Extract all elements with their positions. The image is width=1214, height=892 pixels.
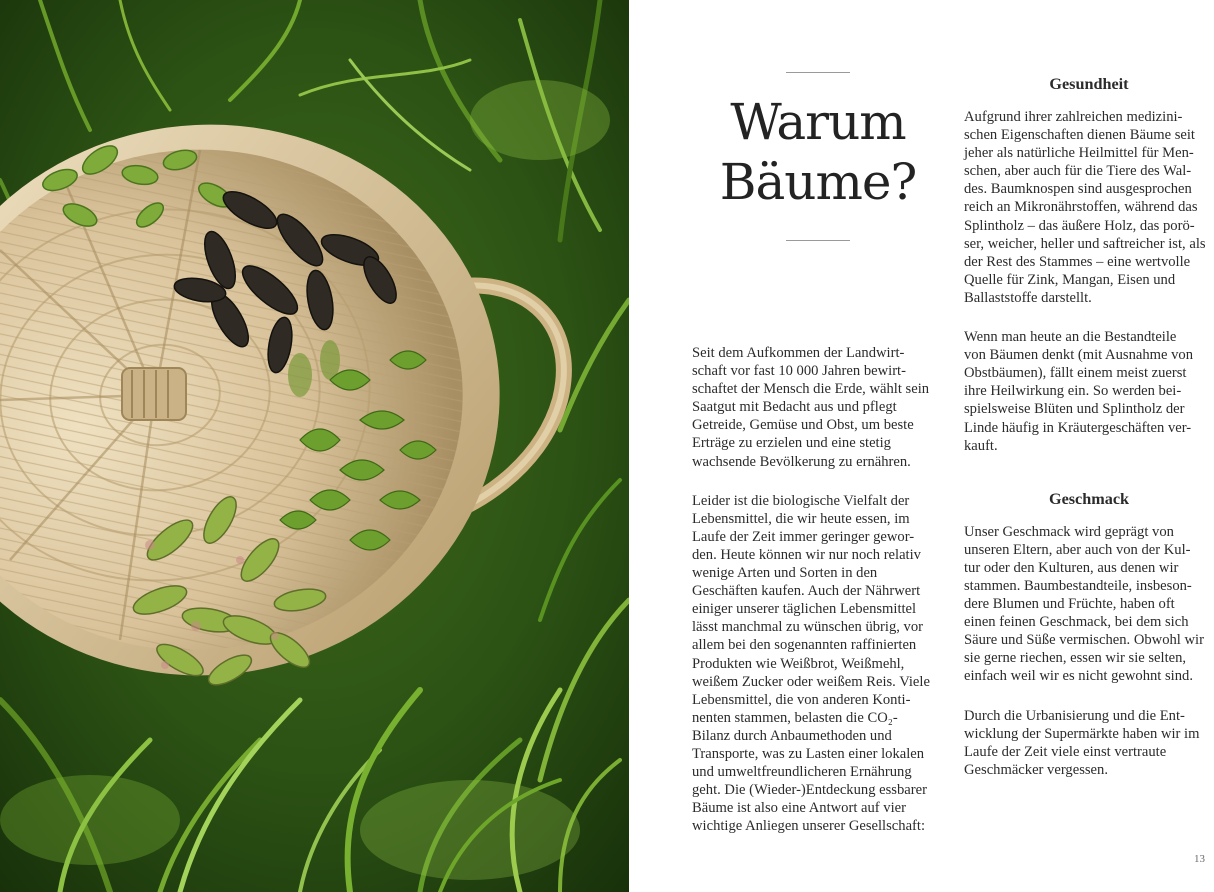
text-line: Getreide, Gemüse und Obst, um beste	[692, 417, 914, 434]
text-line: jeher als natürliche Heilmittel für Men-	[964, 145, 1194, 162]
text-line: der Rest des Stammes – eine wertvolle	[964, 253, 1191, 270]
text-line: Säure und Süße vermischen. Obwohl wir	[964, 632, 1204, 649]
text-line: schaft vor fast 10 000 Jahren bewirt-	[692, 363, 906, 380]
text-line: kauft.	[964, 437, 998, 454]
text-line: Produkten wie Weißbrot, Weißmehl,	[692, 655, 905, 672]
text-line: weißem Zucker oder weißem Reis. Viele	[692, 673, 930, 690]
text-line: sie gerne riechen, essen wir sie selten,	[964, 650, 1187, 667]
text-line: wichtige Anliegen unserer Gesellschaft:	[692, 818, 926, 835]
title-rule-bottom	[786, 240, 850, 241]
taste-paragraph-2	[964, 707, 1214, 779]
text-line: Unser Geschmack wird geprägt von	[964, 523, 1174, 540]
page-number: 13	[1194, 853, 1205, 865]
health-heading: Gesundheit	[1049, 75, 1129, 93]
text-line: Obstbäumen), fällt einem meist zuerst	[964, 365, 1187, 382]
intro-paragraph-2	[692, 492, 944, 836]
text-line: Erträge zu erzielen und eine stetig	[692, 435, 891, 452]
text-line: schen Eigenschaften dienen Bäume seit	[964, 127, 1195, 144]
text-line: einfach weil wir es nicht gewohnt sind.	[964, 668, 1193, 685]
text-line: Geschäften kaufen. Auch der Nährwert	[692, 583, 921, 600]
text-line: des. Baumknospen sind ausgesprochen	[964, 181, 1192, 198]
health-paragraph-1	[964, 108, 1214, 307]
text-line: wachsende Bevölkerung zu ernähren.	[692, 453, 911, 470]
text-line: spielsweise Blüten und Splintholz der	[964, 401, 1185, 418]
text-line: nenten stammen, belasten die CO₂-	[692, 709, 898, 726]
text-line: und umweltfreundlicheren Ernährung	[692, 764, 912, 781]
text-line: Splintholz – das äußere Holz, das porö-	[964, 217, 1195, 234]
text-line: allem bei den sogenannten raffinierten	[692, 637, 917, 654]
text-line: Bäume ist also eine Antwort auf vier	[692, 800, 906, 817]
text-line: Durch die Urbanisierung und die Ent-	[964, 707, 1185, 724]
text-line: Geschmäcker vergessen.	[964, 761, 1108, 778]
text-line: ser, weicher, heller und saftreicher ist, als	[964, 235, 1206, 252]
text-line: lässt manchmal zu wünschen übrig, vor	[692, 619, 924, 636]
text-line: einiger unserer täglichen Lebensmittel	[692, 601, 917, 618]
text-line: Leider ist die biologische Vielfalt der	[692, 492, 910, 509]
text-line: Transporte, was zu Lasten einer lokalen	[692, 745, 925, 762]
text-line: wenige Arten und Sorten in den	[692, 565, 878, 582]
page-title-line-1: Warum	[730, 93, 906, 151]
text-line: schen, aber auch für die Tiere des Wal-	[964, 163, 1192, 180]
text-line: Laufe der Zeit immer geringer gewor-	[692, 528, 915, 545]
text-line: Quelle für Zink, Mangan, Eisen und	[964, 271, 1176, 288]
text-line: unseren Eltern, aber auch von der Kul-	[964, 541, 1191, 558]
sections-column	[964, 74, 1214, 779]
text-line: den. Heute können wir nur noch relativ	[692, 546, 921, 563]
text-line: Bilanz durch Anbaumethoden und	[692, 727, 892, 744]
text-line: geht. Die (Wieder-)Entdeckung essbarer	[692, 782, 927, 799]
text-line: Laufe der Zeit viele einst vertraute	[964, 743, 1167, 760]
intro-column	[692, 344, 944, 835]
text-line: Linde häufig in Kräutergeschäften ver-	[964, 419, 1192, 436]
page-title	[700, 92, 936, 212]
taste-heading: Geschmack	[1048, 489, 1130, 508]
text-line: Ballaststoffe darstellt.	[964, 289, 1092, 306]
page-title-line-2: Bäume?	[719, 153, 917, 211]
text-line: stammen. Baumbestandteile, insbeson-	[964, 577, 1192, 594]
text-line: Aufgrund ihrer zahlreichen medizini-	[964, 109, 1183, 125]
text-line: von Bäumen denkt (mit Ausnahme von	[964, 347, 1194, 364]
text-line: Seit dem Aufkommen der Landwirt-	[692, 345, 905, 361]
text-line: ihre Heilwirkung ein. So werden bei-	[964, 383, 1182, 400]
title-rule-top	[786, 72, 850, 73]
text-line: schaftet der Mensch die Erde, wählt sein	[692, 381, 930, 398]
text-line: Wenn man heute an die Bestandteile	[964, 329, 1177, 346]
text-line: einen feinen Geschmack, bei dem sich	[964, 614, 1189, 631]
text-line: dere Blumen und Früchte, haben oft	[964, 596, 1175, 613]
text-line: tur oder den Kulturen, aus denen wir	[964, 559, 1179, 576]
text-line: Lebensmittel, die von anderen Konti-	[692, 691, 911, 708]
intro-paragraph-1	[692, 344, 944, 471]
text-line: Lebensmittel, die wir heute essen, im	[692, 510, 910, 527]
taste-paragraph-1	[964, 523, 1214, 686]
text-line: wicklung der Supermärkte haben wir im	[964, 725, 1200, 742]
health-paragraph-2	[964, 328, 1214, 455]
text-line: Saatgut mit Bedacht aus und pflegt	[692, 399, 897, 416]
text-line: reich an Mikronährstoffen, während das	[964, 199, 1198, 216]
